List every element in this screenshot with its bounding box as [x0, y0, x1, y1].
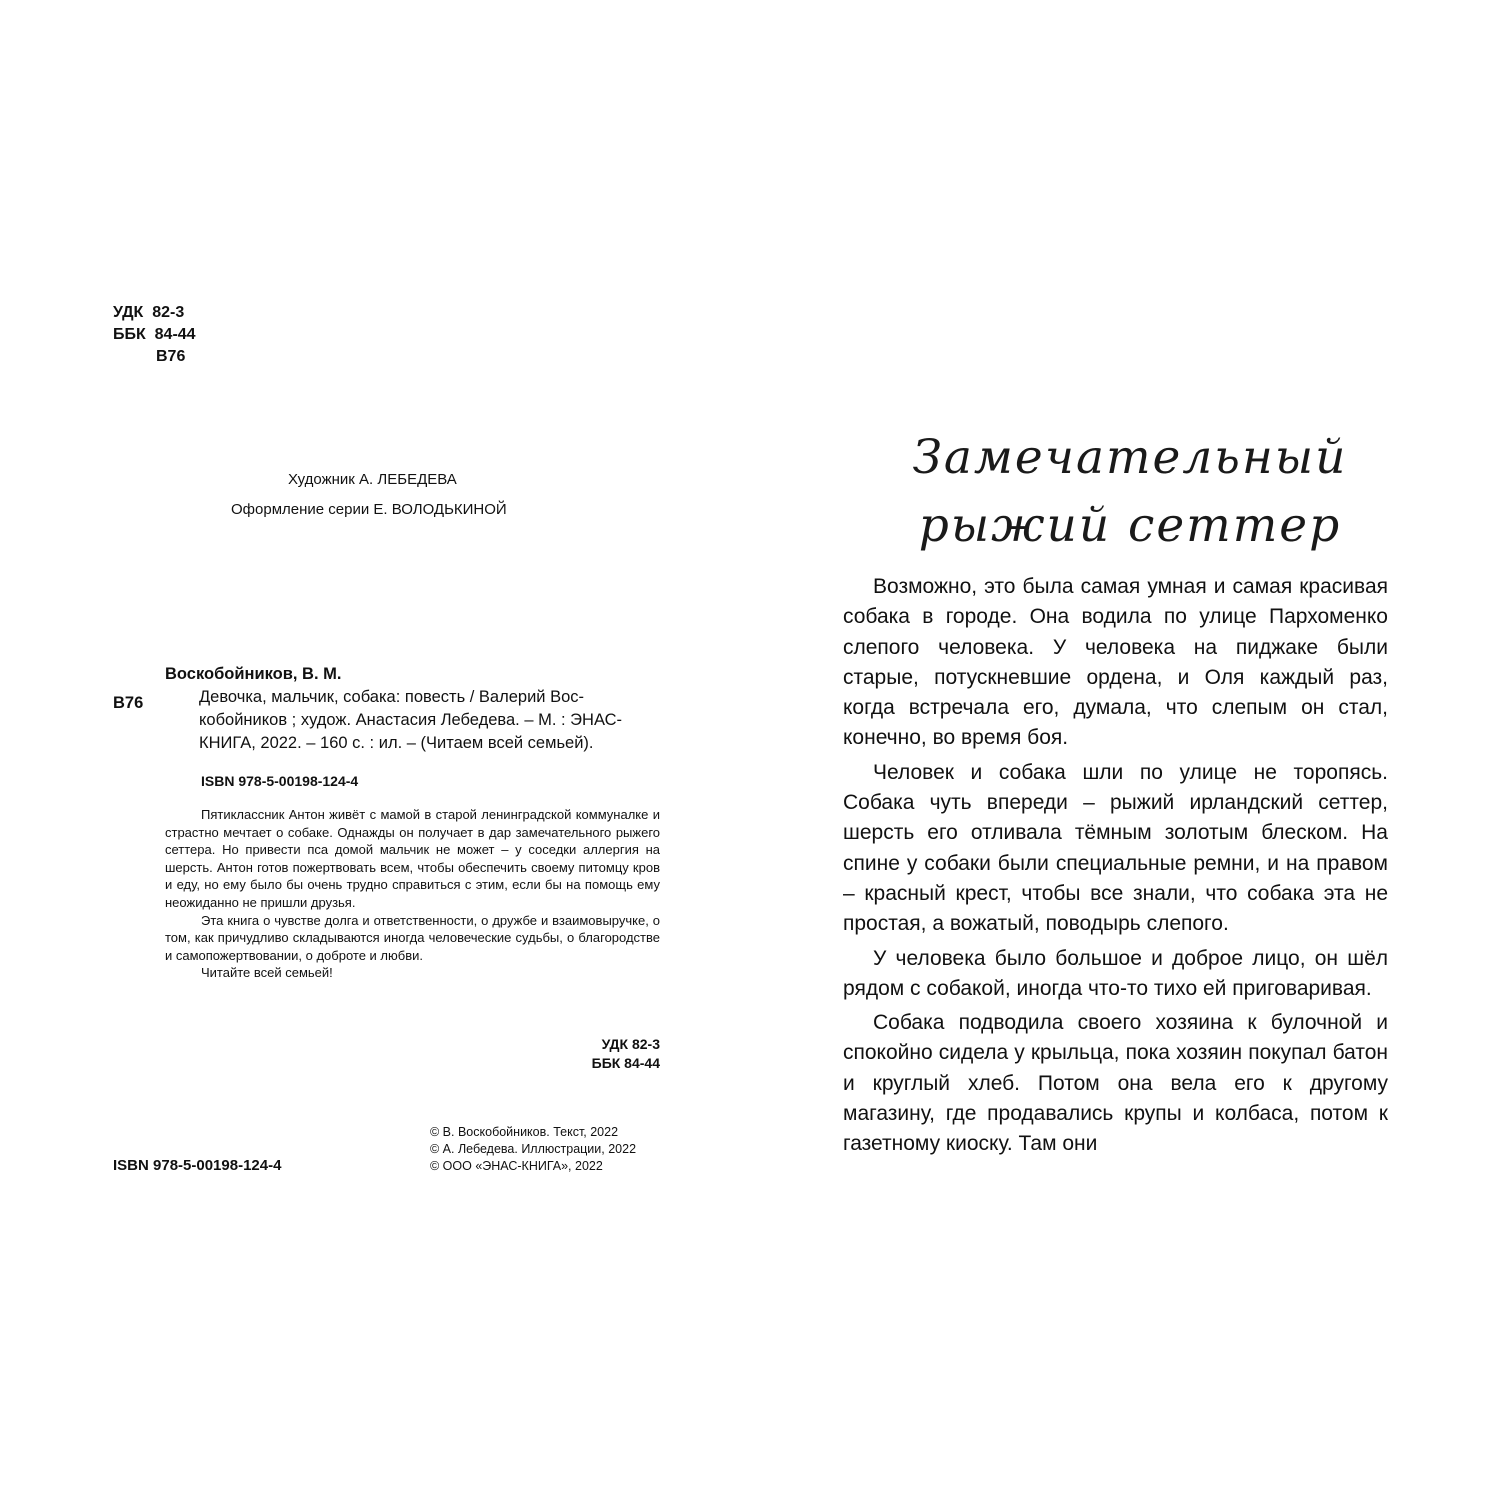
story-paragraph: Собака подводила своего хозяина к булочной и спокойно сидела у крыльца, пока хозяин покупал батон и круглый хлеб. Потом она вела его к другому магазину, где продавались крупы и колбаса, потом к газетному киоску. Там они — [843, 1011, 1388, 1156]
annotation — [165, 806, 660, 982]
copyright-line: © А. Лебедева. Иллюстрации, 2022 — [430, 1142, 637, 1156]
chapter-title-line-1: Замечательный — [912, 430, 1348, 485]
copyright-line: © В. Воскобойников. Текст, 2022 — [430, 1125, 619, 1139]
bib-line: Девочка, мальчик, собака: повесть / Валерий Вос- — [199, 688, 585, 706]
story-text — [843, 572, 1388, 1164]
chapter-title — [870, 428, 1390, 556]
bbk-record: ББК 84-44 — [591, 1055, 660, 1071]
catalog-codes — [113, 302, 196, 368]
author-heading: Воскобойников, В. М. — [165, 665, 342, 683]
copyright-line: © ООО «ЭНАС-КНИГА», 2022 — [430, 1159, 603, 1173]
bib-line: КНИГА, 2022. – 160 с. : ил. – (Читаем всей семьей). — [199, 734, 594, 752]
story-paragraph: У человека было большое и доброе лицо, он шёл рядом с собакой, иногда что-то тихо ей приговаривая. — [843, 946, 1388, 1000]
story-paragraph: Возможно, это была самая умная и самая красивая собака в городе. Она водила по улице Пархоменко слепого человека. У человека на пиджаке были старые, потускневшие ордена, и Оля каждый раз, когда встречала его, думала, что слепым он стал, конечно, во время боя. — [843, 575, 1388, 750]
record-codes — [460, 1035, 660, 1073]
isbn-bottom: ISBN 978-5-00198-124-4 — [113, 1157, 282, 1174]
story-paragraph: Человек и собака шли по улице не торопясь. Собака чуть впереди – рыжий ирландский сеттер, шерсть его отливала тёмным золотым блеском. На спине у собаки были специальные ремни, и на правом – красный крест, чтобы все знали, что собака эта не простая, а вожатый, поводырь слепого. — [843, 760, 1388, 936]
author-mark-top: В76 — [156, 348, 186, 365]
udk-record: УДК 82-3 — [601, 1036, 660, 1052]
annotation-paragraph: Читайте всей семьей! — [201, 965, 333, 981]
udk-code: УДК 82-3 — [113, 304, 185, 321]
isbn-record: ISBN 978-5-00198-124-4 — [201, 773, 359, 789]
author-mark-side: В76 — [113, 694, 144, 712]
annotation-paragraph: Пятиклассник Антон живёт с мамой в старой ленинградской коммуналке и страстно мечтает о собаке. Однажды он получает в дар замечательного рыжего сеттера. Но привести пса домой мальчик не может – у соседки аллергия на шерсть. Антон готов пожертвовать всем, чтобы обеспечить своему питомцу кров и еду, но ему было бы очень трудно справиться с этим, если бы на помощь ему неожиданно не пришли друзья. — [165, 807, 660, 910]
illustrator-credit: Художник А. ЛЕБЕДЕВА — [288, 471, 457, 488]
series-design-credit: Оформление серии Е. ВОЛОДЬКИНОЙ — [231, 501, 507, 518]
annotation-paragraph: Эта книга о чувстве долга и ответственности, о дружбе и взаимовыручке, о том, как причудливо складываются иногда человеческие судьбы, о благородстве и самопожертвовании, о доброте и любви. — [165, 912, 660, 963]
bibliographic-record — [165, 663, 660, 755]
bib-line: кобойников ; худож. Анастасия Лебедева. – М. : ЭНАС- — [199, 711, 623, 729]
bbk-code: ББК 84-44 — [113, 326, 196, 343]
copyright-block — [430, 1124, 636, 1175]
bib-description — [165, 686, 660, 755]
chapter-title-line-2: рыжий сеттер — [918, 498, 1342, 553]
